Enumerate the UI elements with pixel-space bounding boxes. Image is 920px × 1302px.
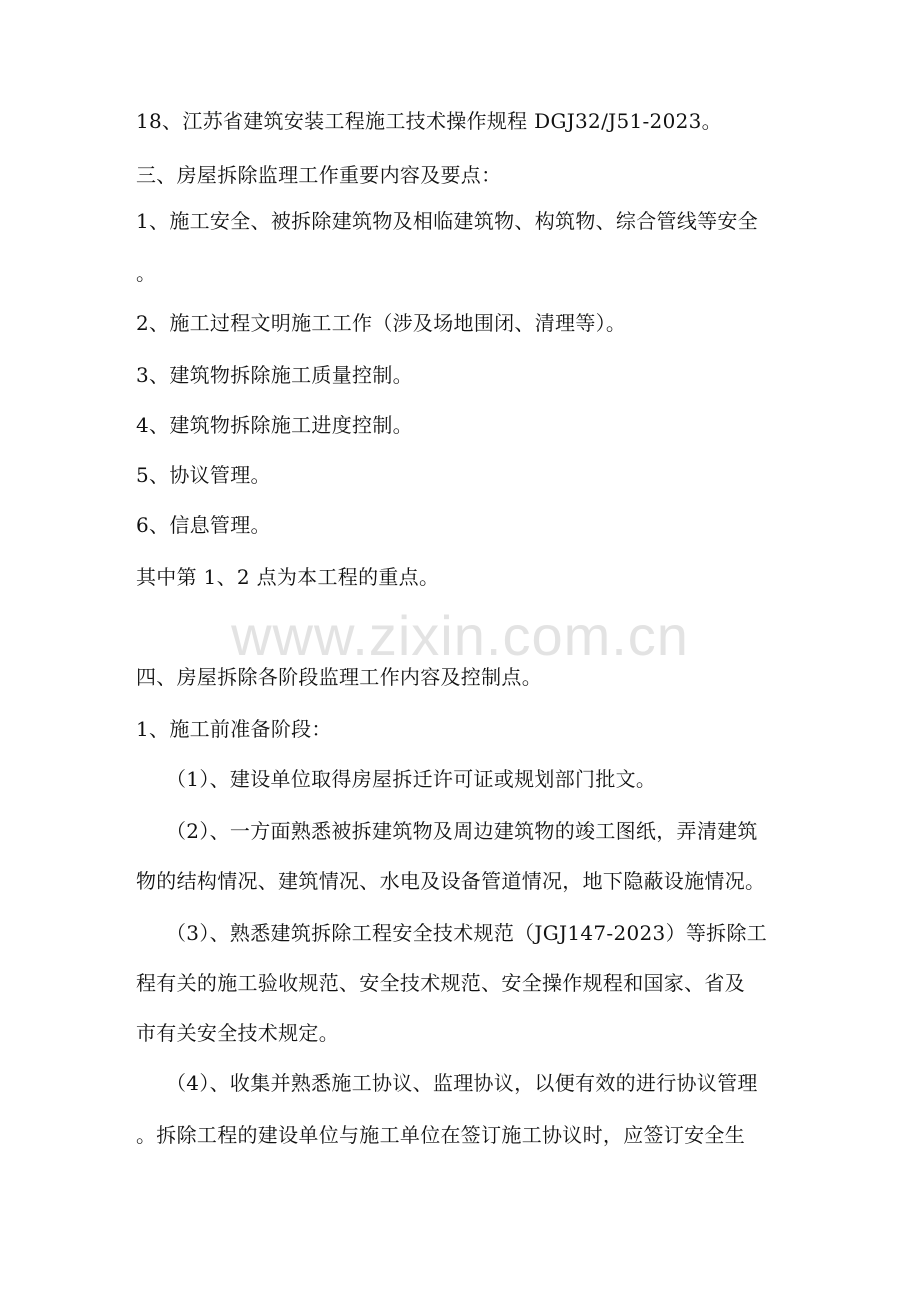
text-line: （2）、一方面熟悉被拆建筑物及周边建筑物的竣工图纸，弄清建筑 — [166, 819, 758, 843]
section-heading: 四、房屋拆除各阶段监理工作内容及控制点。 — [136, 665, 542, 689]
text-line: 3、建筑物拆除施工质量控制。 — [136, 363, 413, 387]
text-line: 18、江苏省建筑安装工程施工技术操作规程 DGJ32/J51-2023。 — [136, 109, 722, 133]
text-line: 6、信息管理。 — [136, 513, 271, 537]
text-line: 5、协议管理。 — [136, 463, 271, 487]
text-line: 其中第 1、2 点为本工程的重点。 — [136, 565, 440, 589]
text-line: 程有关的施工验收规范、安全技术规范、安全操作规程和国家、省及 — [136, 971, 745, 995]
section-heading: 三、房屋拆除监理工作重要内容及要点： — [136, 163, 502, 187]
text-line: 4、建筑物拆除施工进度控制。 — [136, 413, 413, 437]
text-line: （1）、建设单位取得房屋拆迁许可证或规划部门批文。 — [166, 767, 657, 791]
text-line: （3）、熟悉建筑拆除工程安全技术规范（JGJ147-2023）等拆除工 — [166, 921, 768, 945]
text-line: 。 — [136, 261, 157, 285]
text-line: 。拆除工程的建设单位与施工单位在签订施工协议时，应签订安全生 — [136, 1123, 745, 1147]
text-line: 2、施工过程文明施工工作（涉及场地围闭、清理等）。 — [136, 311, 627, 335]
watermark: www.zixin.com.cn — [231, 604, 689, 667]
text-line: 市有关安全技术规定。 — [136, 1021, 339, 1045]
text-line: 物的结构情况、建筑情况、水电及设备管道情况，地下隐蔽设施情况。 — [136, 869, 766, 893]
text-line: 1、施工前准备阶段： — [136, 717, 332, 741]
text-line: （4）、收集并熟悉施工协议、监理协议，以便有效的进行协议管理 — [166, 1071, 758, 1095]
text-line: 1、施工安全、被拆除建筑物及相临建筑物、构筑物、综合管线等安全 — [136, 209, 759, 233]
